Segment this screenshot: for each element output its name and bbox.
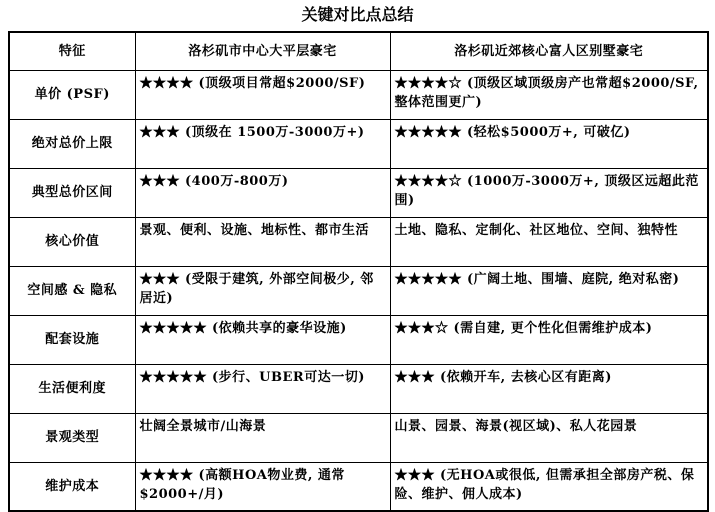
header-suburb: 洛杉矶近郊核心富人区别墅豪宅 xyxy=(390,32,708,70)
feature-cell: 核心价值 xyxy=(9,217,135,266)
suburb-cell: 土地、隐私、定制化、社区地位、空间、独特性 xyxy=(390,217,708,266)
header-feature: 特征 xyxy=(9,32,135,70)
table-row xyxy=(9,70,708,119)
table-row xyxy=(9,413,708,462)
feature-cell: 单价 (PSF) xyxy=(9,70,135,119)
table-row xyxy=(9,315,708,364)
feature-cell: 景观类型 xyxy=(9,413,135,462)
suburb-cell: ★★★★★ (广阔土地、围墙、庭院, 绝对私密) xyxy=(390,266,708,315)
suburb-cell: ★★★★☆ (1000万-3000万+, 顶级区远超此范围) xyxy=(390,168,708,217)
page-title: 关键对比点总结 xyxy=(301,5,414,24)
table-header-row xyxy=(9,32,708,70)
downtown-cell: ★★★★★ (步行、UBER可达一切) xyxy=(135,364,390,413)
downtown-cell: 景观、便利、设施、地标性、都市生活 xyxy=(135,217,390,266)
table-row xyxy=(9,168,708,217)
feature-cell: 典型总价区间 xyxy=(9,168,135,217)
downtown-cell: ★★★ (受限于建筑, 外部空间极少, 邻居近) xyxy=(135,266,390,315)
comparison-table xyxy=(8,31,709,512)
header-downtown: 洛杉矶市中心大平层豪宅 xyxy=(135,32,390,70)
suburb-cell: ★★★ (依赖开车, 去核心区有距离) xyxy=(390,364,708,413)
feature-cell: 维护成本 xyxy=(9,462,135,511)
table-row xyxy=(9,266,708,315)
suburb-cell: 山景、园景、海景(视区域)、私人花园景 xyxy=(390,413,708,462)
downtown-cell: ★★★ (400万-800万) xyxy=(135,168,390,217)
downtown-cell: ★★★★ (高额HOA物业费, 通常$2000+/月) xyxy=(135,462,390,511)
feature-cell: 空间感 & 隐私 xyxy=(9,266,135,315)
downtown-cell: ★★★ (顶级在 1500万-3000万+) xyxy=(135,119,390,168)
table-row xyxy=(9,462,708,511)
suburb-cell: ★★★☆ (需自建, 更个性化但需维护成本) xyxy=(390,315,708,364)
table-row xyxy=(9,119,708,168)
feature-cell: 生活便利度 xyxy=(9,364,135,413)
downtown-cell: ★★★★★ (依赖共享的豪华设施) xyxy=(135,315,390,364)
suburb-cell: ★★★★☆ (顶级区域顶级房产也常超$2000/SF, 整体范围更广) xyxy=(390,70,708,119)
downtown-cell: 壮阔全景城市/山海景 xyxy=(135,413,390,462)
downtown-cell: ★★★★ (顶级项目常超$2000/SF) xyxy=(135,70,390,119)
table-row xyxy=(9,364,708,413)
feature-cell: 配套设施 xyxy=(9,315,135,364)
suburb-cell: ★★★ (无HOA或很低, 但需承担全部房产税、保险、维护、佣人成本) xyxy=(390,462,708,511)
suburb-cell: ★★★★★ (轻松$5000万+, 可破亿) xyxy=(390,119,708,168)
table-row xyxy=(9,217,708,266)
feature-cell: 绝对总价上限 xyxy=(9,119,135,168)
